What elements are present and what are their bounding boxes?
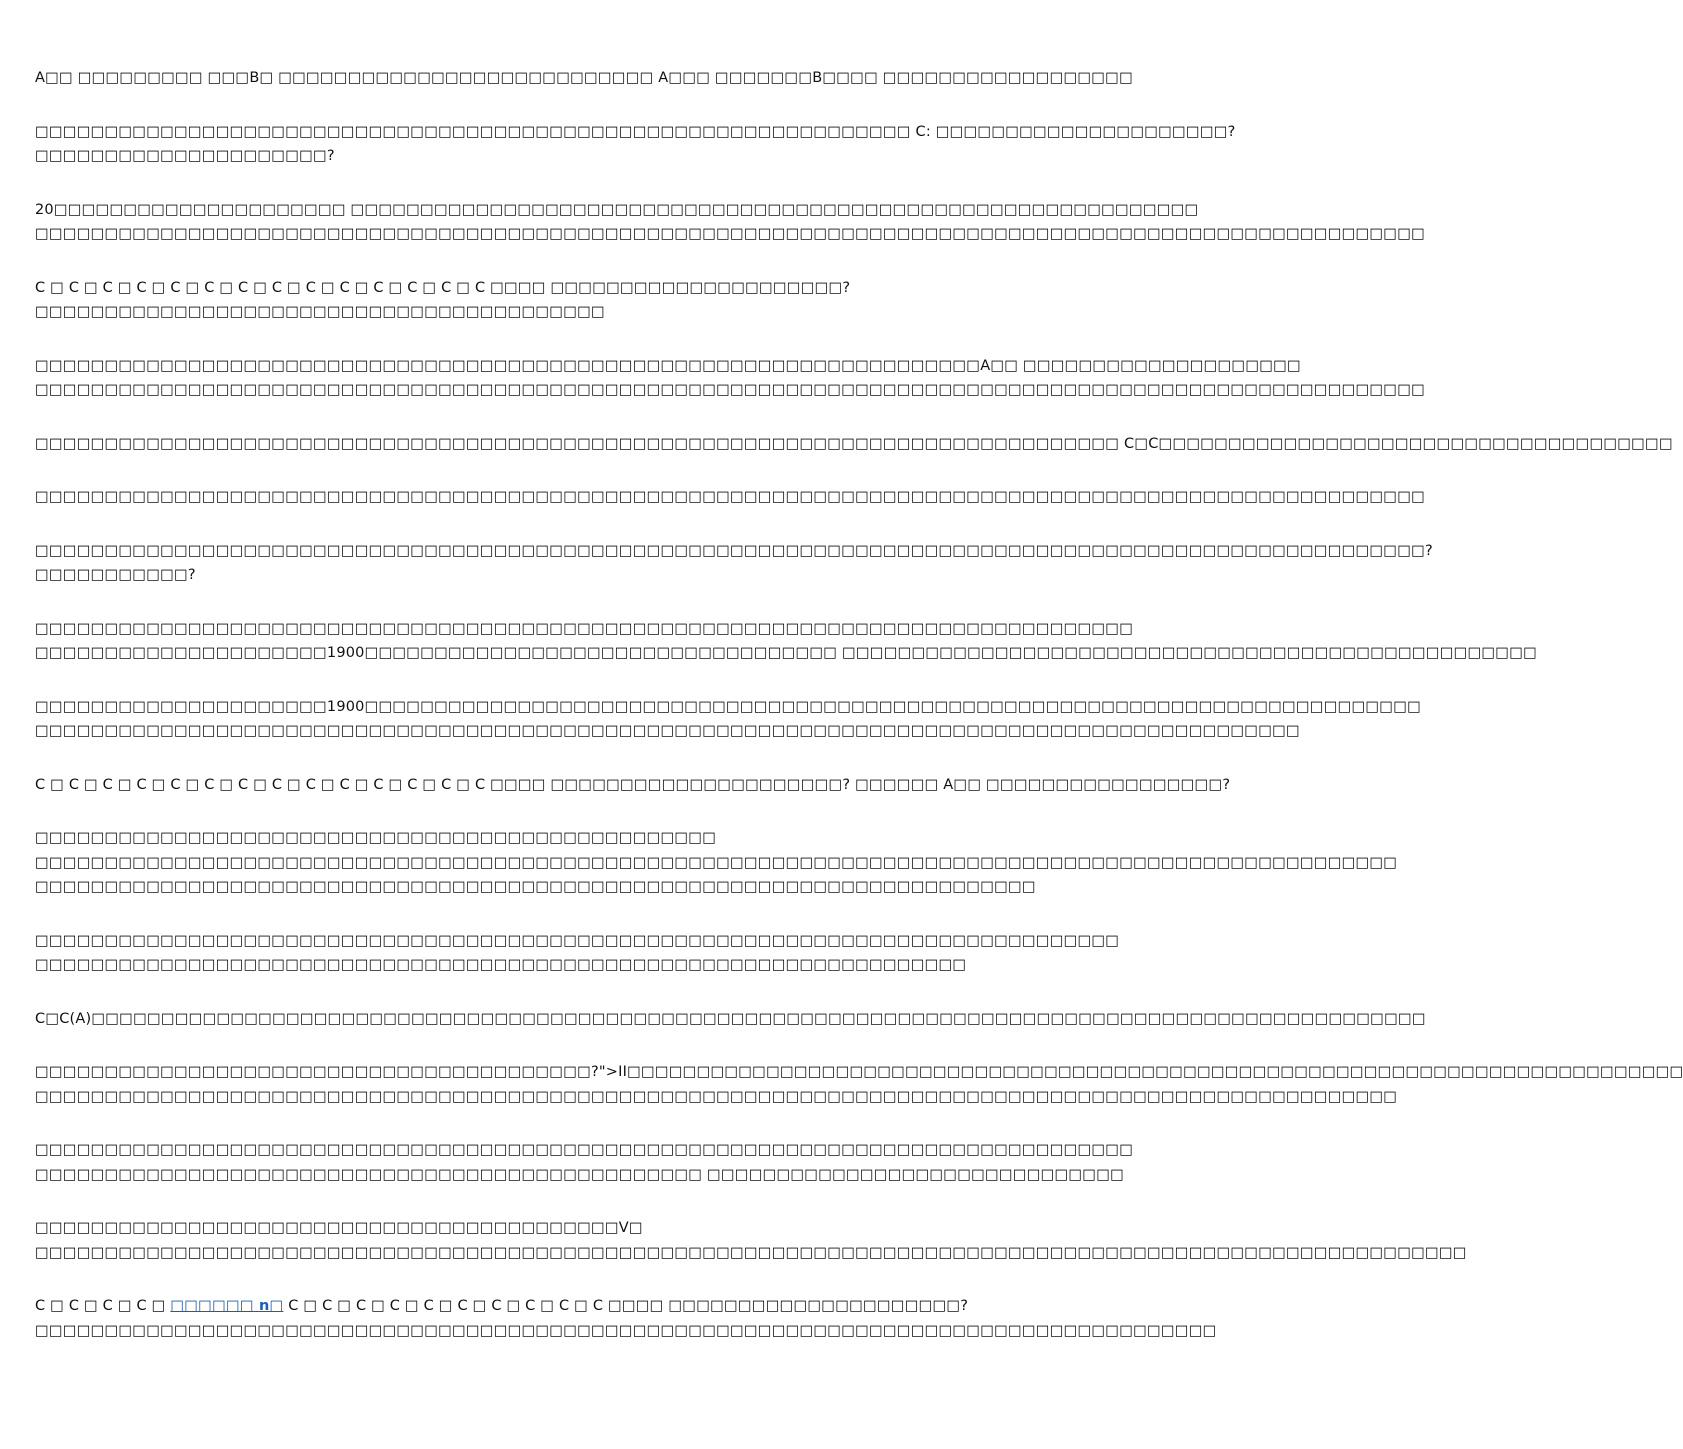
paragraph xyxy=(35,1138,1134,1187)
paragraph xyxy=(35,695,1421,744)
paragraph xyxy=(35,276,990,325)
paragraph xyxy=(35,773,1231,798)
paragraph-line: □□□□□□□□□□□□□□□□□□□□□□□□□□□□□□□□□□□□□□□□□□□□□□□□□□□□□□□□□□□□□□□□□□□□□□□□□□□□□□ xyxy=(35,932,1120,949)
paragraph-line: □□□□□□□□□□□□□□□□□□□□□□□□□□□□□□□□□□□□□□□□□□□□□□□□□□□□□□□□□□□□□□□□□□□□A□□ □□□□□□□□□□□□□□□□□□□□ xyxy=(35,357,1301,374)
paragraph-line: A□□ □□□□□□□□□ □□□B□ □□□□□□□□□□□□□□□□□□□□□□□□□□□ A□□□ □□□□□□□B□□□□ □□□□□□□□□□□□□□□□□□ xyxy=(35,70,1133,86)
paragraph-line: 20□□□□□□□□□□□□□□□□□□□□□ □□□□□□□□□□□□□□□□□□□□□□□□□□□□□□□□□□□□□□□□□□□□□□□□□□□□□□□□□□□□□ xyxy=(35,201,1199,218)
paragraph-line: □□□□□□□□□□□□□□□□□□□□□□□□□□□□□□□□□□□□□□□□□□□□□□□□□□□□□□□□□□□□□□□□□□□□□□□□□□□□□□□□□□□□□ xyxy=(35,1322,1217,1339)
paragraph-line: C □ C □ C □ C □ C □ C □ C □ C □ C □ C □ C □ C □ C □ C □□□□ □□□□□□□□□□□□□□□□□□□□□? □□□□□□ A□□ □□□□□□□□□□□□□□□□□? xyxy=(35,776,1231,793)
paragraph-line: □□□□□□□□□□□□□□□□□□□□□□□□□□□□□□□□□□□□□□□□□□V□ xyxy=(35,1220,643,1236)
paragraph xyxy=(35,1007,1426,1032)
paragraph xyxy=(35,432,1673,457)
last-paragraph xyxy=(35,1294,1217,1343)
paragraph-line: □□□□□□□□□□□□□□□□□□□□□□□□□□□□□□□□□□□□□□□□□□□□□□□□□□□□□□□□□□□□□□□ C: □□□□□□□□□□□□□□□□□□□□□? xyxy=(35,123,1236,140)
paragraph-line: □□□□□□□□□□□□□□□□□□□□□□□□□□□□□□□□□□□□□□□□□□□□□□□□□□□□□□□□□□□□□□□□□□□□□□□□□□□□□□□□□□□□□□□□□□□□□□□□□□□□ xyxy=(35,226,1425,242)
paragraph-line: □□□□□□□□□□□? xyxy=(35,567,196,583)
paragraph-line: □□□□□□□□□□□□□□□□□□□□□□□□□□□□□□□□□□□□□□□□□□□□□□□□□□□□□□□□□□□□□□□□□□□□□□□□□□□□□□□□□□□□□□□□□□□□□□□□□□ xyxy=(35,1088,1398,1105)
paragraph-line: C □ C □ C □ C □ C □ C □ C □ C □ C □ C □ C □ C □ C □ C □□□□ □□□□□□□□□□□□□□□□□□□□□? xyxy=(35,279,851,296)
paragraph xyxy=(35,539,1433,588)
paragraph-line: □□□□□□□□□□□□□□□□□□□□□□□□□□□□□□□□□□□□□□□□□□□□□□□□□□□□□□□□□□□□□□□□□□□□□□□□□□□□□□□□□□□□□□□□□□□□□□□□□□□□? xyxy=(35,542,1433,559)
paragraph-line xyxy=(35,1294,990,1319)
paragraph-line: □□□□□□□□□□□□□□□□□□□□□1900□□□□□□□□□□□□□□□□□□□□□□□□□□□□□□□□□□□□□□□□□□□□□□□□□□□□□□□□□□□□□□□□□□□□□□□□□□□□ xyxy=(35,698,1421,715)
paragraph-line: C□C(A)□□□□□□□□□□□□□□□□□□□□□□□□□□□□□□□□□□□□□□□□□□□□□□□□□□□□□□□□□□□□□□□□□□□□□□□□□□□□□□□□□□□□□□□□□□□□□□□□ xyxy=(35,1010,1426,1027)
text-before-link: C □ C □ C □ C □ xyxy=(35,1298,171,1314)
paragraph-line: □□□□□□□□□□□□□□□□□□□□□1900□□□□□□□□□□□□□□□□□□□□□□□□□□□□□□□□□□ □□□□□□□□□□□□□□□□□□□□□□□□□□□□□□□□□□□□□□□□□□□□□□□□□□ xyxy=(35,645,1538,661)
paragraph-line: □□□□□□□□□□□□□□□□□□□□□□□□□□□□□□□□□□□□□□□□□□□□□□□□□□□□□□□□□□□□□□□□□□□□□□□□□□□□□□□ xyxy=(35,620,1134,637)
paragraph-line: □□□□□□□□□□□□□□□□□□□□□□□□□□□□□□□□□□□□□□□□□□□□□□□□□□□□□□□□□□□□□□□□□□□□□□□□□□□□□□□□□□□□□□□□□□□□□□□□□□□□ xyxy=(35,382,1425,398)
paragraph-line: □□□□□□□□□□□□□□□□□□□□□□□□□□□□□□□□□□□□□□□□□□□□□□□□□□□□□□□□□□□□□□□□□□□□□□□□□□□□□□□ xyxy=(35,1142,1134,1158)
paragraph-line: □□□□□□□□□□□□□□□□□□□□□□□□□□□□□□□□□□□□□□□□□□□□□□□□□□□□□□□□□□□□□□□□□□□ xyxy=(35,957,967,973)
paragraph xyxy=(35,1216,1467,1265)
paragraph xyxy=(35,120,1236,169)
paragraph-line: □□□□□□□□□□□□□□□□□□□□□□□□□□□□□□□□□□□□□□□□□□□□□□□□ □□□□□□□□□□□□□□□□□□□□□□□□□□□□□□ xyxy=(35,1166,1125,1183)
paragraph-line: □□□□□□□□□□□□□□□□□□□□□□□□□□□□□□□□□□□□□□□□□□□□□□□□□□□□□□□□□□□□□□□□□□□□□□□□ xyxy=(35,879,1036,895)
text-after-link: C □ C □ C □ C □ C □ C □ C □ C □ C □ C □□□□ □□□□□□□□□□□□□□□□□□□□□? xyxy=(283,1298,969,1314)
paragraph-line: □□□□□□□□□□□□□□□□□□□□□□□□□□□□□□□□□□□□□□□□□ xyxy=(35,304,605,320)
paragraph-line: □□□□□□□□□□□□□□□□□□□□□□□□□□□□□□□□□□□□□□□□?">II□□□□□□□□□□□□□□□□□□□□□□□□□□□□□□□□□□□□□□□□□□□□□□□□□□□□□□□□□□□□□□□□□□□□□□□□□□□□ xyxy=(35,1064,1683,1080)
paragraph-list xyxy=(35,66,1683,1265)
inline-link[interactable]: □□□□□□ n□ xyxy=(170,1298,284,1314)
paragraph xyxy=(35,66,1133,91)
paragraph-line: □□□□□□□□□□□□□□□□□□□□□□□□□□□□□□□□□□□□□□□□□□□□□□□□□□□□□□□□□□□□□□□□□□□□□□□□□□□□□□□□□□□□□□□□□□□□□□□□□□□□ xyxy=(35,489,1425,505)
paragraph xyxy=(35,354,1425,403)
paragraph-line: □□□□□□□□□□□□□□□□□□□□□□□□□□□□□□□□□□□□□□□□□□□□□□□□□□□□□□□□□□□□□□□□□□□□□□□□□□□□□□□□□□□□□□□□□□□□□□□□□□□□□□□ xyxy=(35,1244,1467,1261)
paragraph-line: □□□□□□□□□□□□□□□□□□□□□□□□□□□□□□□□□□□□□□□□□□□□□□□□□□□□□□□□□□□□□□□□□□□□□□□□□□□□□□□□□□□□□□□□□□□□□□□□□□ xyxy=(35,854,1398,871)
paragraph-line: □□□□□□□□□□□□□□□□□□□□□□□□□□□□□□□□□□□□□□□□□□□□□□□□□□□□□□□□□□□□□□□□□□□□□□□□□□□□□□ C□C□□□□□□□□□□□□□□□□□□□□□□□□□□□□□□□□□□□□□ xyxy=(35,435,1673,452)
paragraph xyxy=(35,198,1425,247)
document-body xyxy=(35,66,1683,1372)
paragraph-line: □□□□□□□□□□□□□□□□□□□□□□□□□□□□□□□□□□□□□□□□□□□□□□□□□ xyxy=(35,830,717,846)
paragraph xyxy=(35,1060,1683,1109)
paragraph xyxy=(35,929,1120,978)
paragraph xyxy=(35,826,1398,900)
paragraph xyxy=(35,485,1425,510)
paragraph-line: □□□□□□□□□□□□□□□□□□□□□□□□□□□□□□□□□□□□□□□□□□□□□□□□□□□□□□□□□□□□□□□□□□□□□□□□□□□□□□□□□□□□□□□□□□□ xyxy=(35,723,1300,739)
paragraph xyxy=(35,617,1538,666)
paragraph-line: □□□□□□□□□□□□□□□□□□□□□? xyxy=(35,148,335,164)
